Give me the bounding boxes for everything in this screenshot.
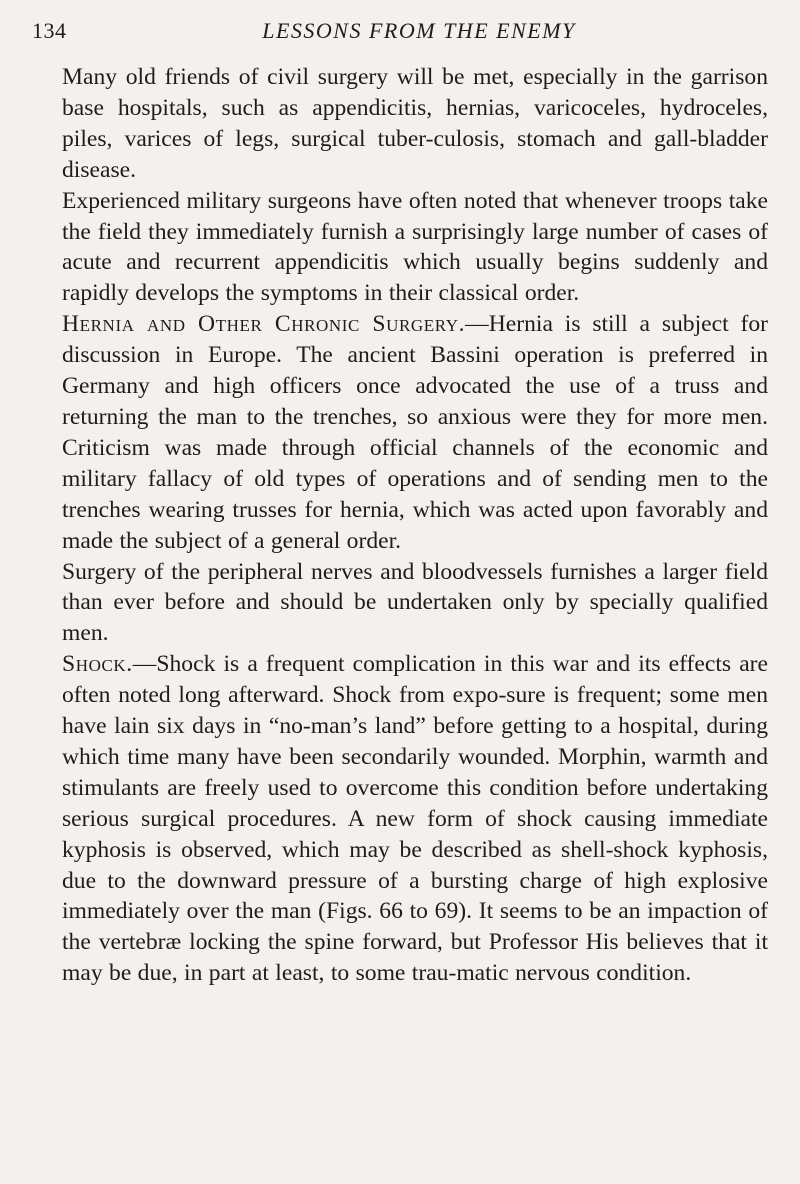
paragraph-civil-surgery xyxy=(62,62,768,186)
paragraph-hernia xyxy=(62,309,768,556)
section-heading-hernia: Hernia and Other Chronic Surgery. xyxy=(62,311,466,338)
paragraph-text: Surgery of the peripheral nerves and bloodvessels furnishes a larger field than ever before and should be undertaken only by specially qualified men. xyxy=(62,558,768,647)
body-text xyxy=(62,62,768,989)
running-head xyxy=(32,14,776,50)
paragraph-shock xyxy=(62,649,768,989)
paragraph-text: Experienced military surgeons have often noted that whenever troops take the field they immediately furnish a surprisingly large number of cases of acute and recurrent appendicitis which usually begins suddenly and rapidly develops the symptoms in their classical order. xyxy=(62,187,768,307)
paragraph-text: —Hernia is still a subject for discussion in Europe. The ancient Bassini operation is preferred in Germany and high officers once advocated the use of a truss and returning the man to the trenches, so anxious were they for more men. Criticism was made through official channels of the economic and military fallacy of old types of operations and of sending men to the trenches wearing trusses for hernia, which was acted upon favorably and made the subject of a general order. xyxy=(62,311,768,554)
paragraph-text: —Shock is a frequent complication in this war and its effects are often noted long afterward. Shock from expo-sure is frequent; some men have lain six days in “no-man’s land” before getting to a hospital, during which time many have been secondarily wounded. Morphin, warmth and stimulants are freely used to overcome this condition before undertaking serious surgical procedures. A new form of shock causing immediate kyphosis is observed, which may be described as shell-shock kyphosis, due to the downward pressure of a bursting charge of high explosive immediately over the man (Figs. 66 to 69). It seems to be an impaction of the vertebræ locking the spine forward, but Professor His believes that it may be due, in part at least, to some trau-matic nervous condition. xyxy=(62,651,768,987)
paragraph-peripheral-nerves xyxy=(62,557,768,650)
page-number: 134 xyxy=(32,18,67,43)
paragraph-appendicitis xyxy=(62,186,768,310)
running-title: LESSONS FROM THE ENEMY xyxy=(262,18,576,43)
paragraph-text: Many old friends of civil surgery will be met, especially in the garrison base hospitals, such as appendicitis, hernias, varicoceles, hydroceles, piles, varices of legs, surgical tuber-culosis, stomach and gall-bladder disease. xyxy=(62,64,768,183)
section-heading-shock: Shock. xyxy=(62,651,133,678)
